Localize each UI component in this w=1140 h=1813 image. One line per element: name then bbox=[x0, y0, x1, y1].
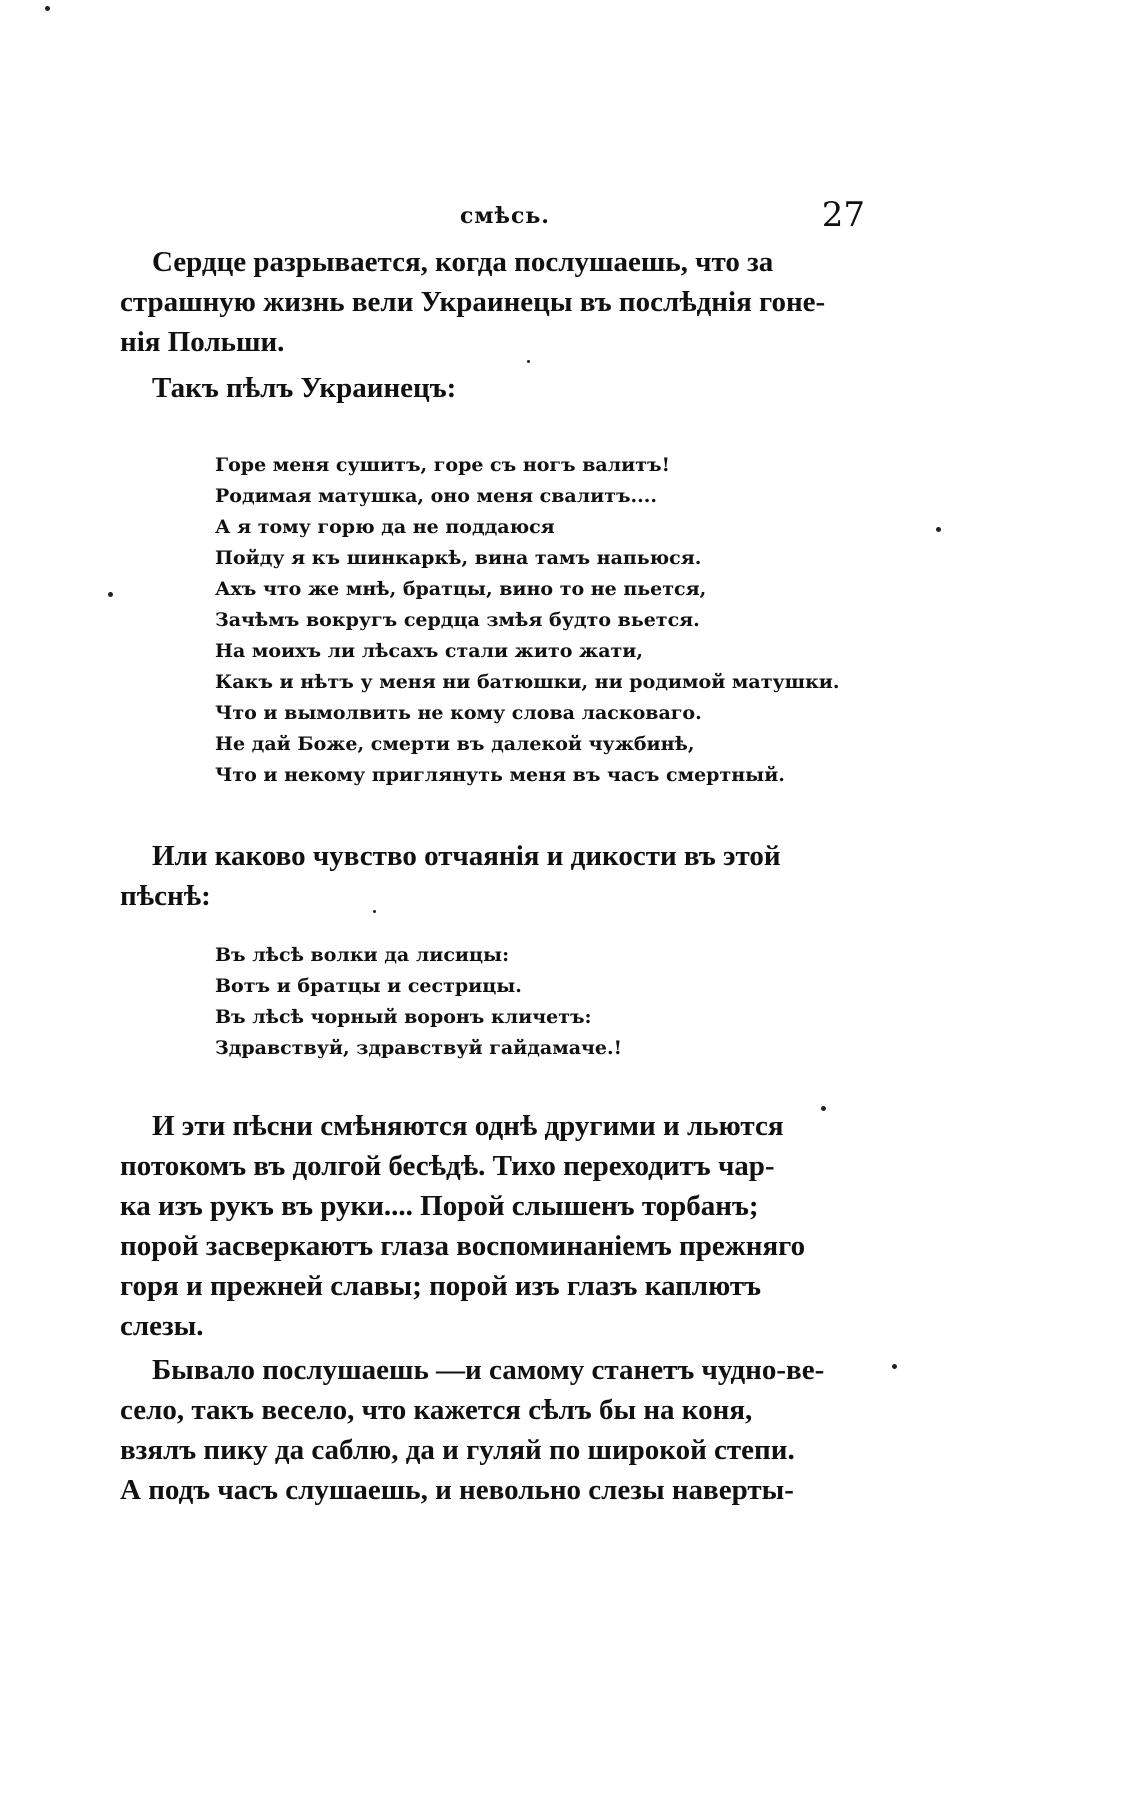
text-line: Или каково чувство отчаянія и дикости въ этой bbox=[152, 840, 781, 872]
paragraph-4 bbox=[120, 1106, 865, 1346]
text-line: потокомъ въ долгой бесѣдѣ. Тихо переходитъ чар- bbox=[120, 1150, 775, 1182]
verse-line: Родимая матушка, оно меня свалитъ.... bbox=[215, 485, 658, 507]
verse-line: Въ лѣсѣ волки да лисицы: bbox=[215, 944, 510, 966]
paragraph-1 bbox=[120, 242, 865, 362]
text-line: И эти пѣсни смѣняются однѣ другими и льются bbox=[152, 1110, 784, 1142]
text-line: горя и прежней славы; порой изъ глазъ каплютъ bbox=[120, 1270, 762, 1302]
text-line: страшную жизнь вели Украинецы въ послѣднія гоне- bbox=[120, 286, 826, 318]
scan-speck bbox=[527, 360, 530, 363]
verse-line: Что и некому приглянуть меня въ часъ смертный. bbox=[215, 764, 785, 786]
verse-block-2 bbox=[215, 940, 855, 1064]
verse-line: Горе меня сушитъ, горе съ ногъ валитъ! bbox=[215, 454, 670, 476]
text-line: нія Польши. bbox=[120, 326, 285, 358]
verse-block-1 bbox=[215, 450, 855, 791]
verse-line: Здравствуй, здравствуй гайдамаче.! bbox=[215, 1037, 622, 1059]
paragraph-2 bbox=[120, 368, 865, 408]
page-number: 27 bbox=[821, 195, 865, 235]
verse-line: На моихъ ли лѣсахъ стали жито жати, bbox=[215, 640, 643, 662]
verse-line: Не дай Боже, смерти въ далекой чужбинѣ, bbox=[215, 733, 695, 755]
paragraph-5 bbox=[120, 1350, 865, 1510]
scan-speck bbox=[892, 1364, 897, 1369]
verse-line: Ахъ что же мнѣ, братцы, вино то не пьется, bbox=[215, 578, 707, 600]
verse-line: Пойду я къ шинкаркѣ, вина тамъ напьюся. bbox=[215, 547, 702, 569]
text-line: Сердце разрывается, когда послушаешь, что за bbox=[152, 246, 774, 278]
scan-speck bbox=[108, 592, 113, 597]
scan-speck bbox=[45, 6, 50, 11]
text-line: А подъ часъ слушаешь, и невольно слезы наверты- bbox=[120, 1474, 794, 1506]
verse-line: А я тому горю да не поддаюся bbox=[215, 516, 555, 538]
text-line: ка изъ рукъ въ руки.... Порой слышенъ торбанъ; bbox=[120, 1190, 759, 1222]
text-line: село, такъ весело, что кажется сѣлъ бы на коня, bbox=[120, 1394, 753, 1426]
text-line: слезы. bbox=[120, 1310, 204, 1342]
text-line: порой засверкаютъ глаза воспоминаніемъ прежняго bbox=[120, 1230, 806, 1262]
verse-line: Зачѣмъ вокругъ сердца змѣя будто вьется. bbox=[215, 609, 700, 631]
scan-speck bbox=[373, 910, 376, 913]
scan-speck bbox=[936, 527, 941, 532]
verse-line: Вотъ и братцы и сестрицы. bbox=[215, 975, 522, 997]
verse-line: Въ лѣсѣ чорный воронъ кличетъ: bbox=[215, 1006, 592, 1028]
running-head: смѣсь. bbox=[460, 203, 550, 229]
page-header bbox=[120, 195, 865, 235]
text-line: взялъ пику да саблю, да и гуляй по широкой степи. bbox=[120, 1434, 795, 1466]
text-line: пѣснѣ: bbox=[120, 880, 211, 912]
text-line: Бывало послушаешь —и самому станетъ чудно-ве- bbox=[152, 1354, 825, 1386]
text-line: Такъ пѣлъ Украинецъ: bbox=[152, 372, 457, 404]
scan-speck bbox=[821, 1106, 826, 1111]
verse-line: Какъ и нѣтъ у меня ни батюшки, ни родимой матушки. bbox=[215, 671, 840, 693]
verse-line: Что и вымолвить не кому слова ласковаго. bbox=[215, 702, 702, 724]
paragraph-3 bbox=[120, 836, 865, 916]
